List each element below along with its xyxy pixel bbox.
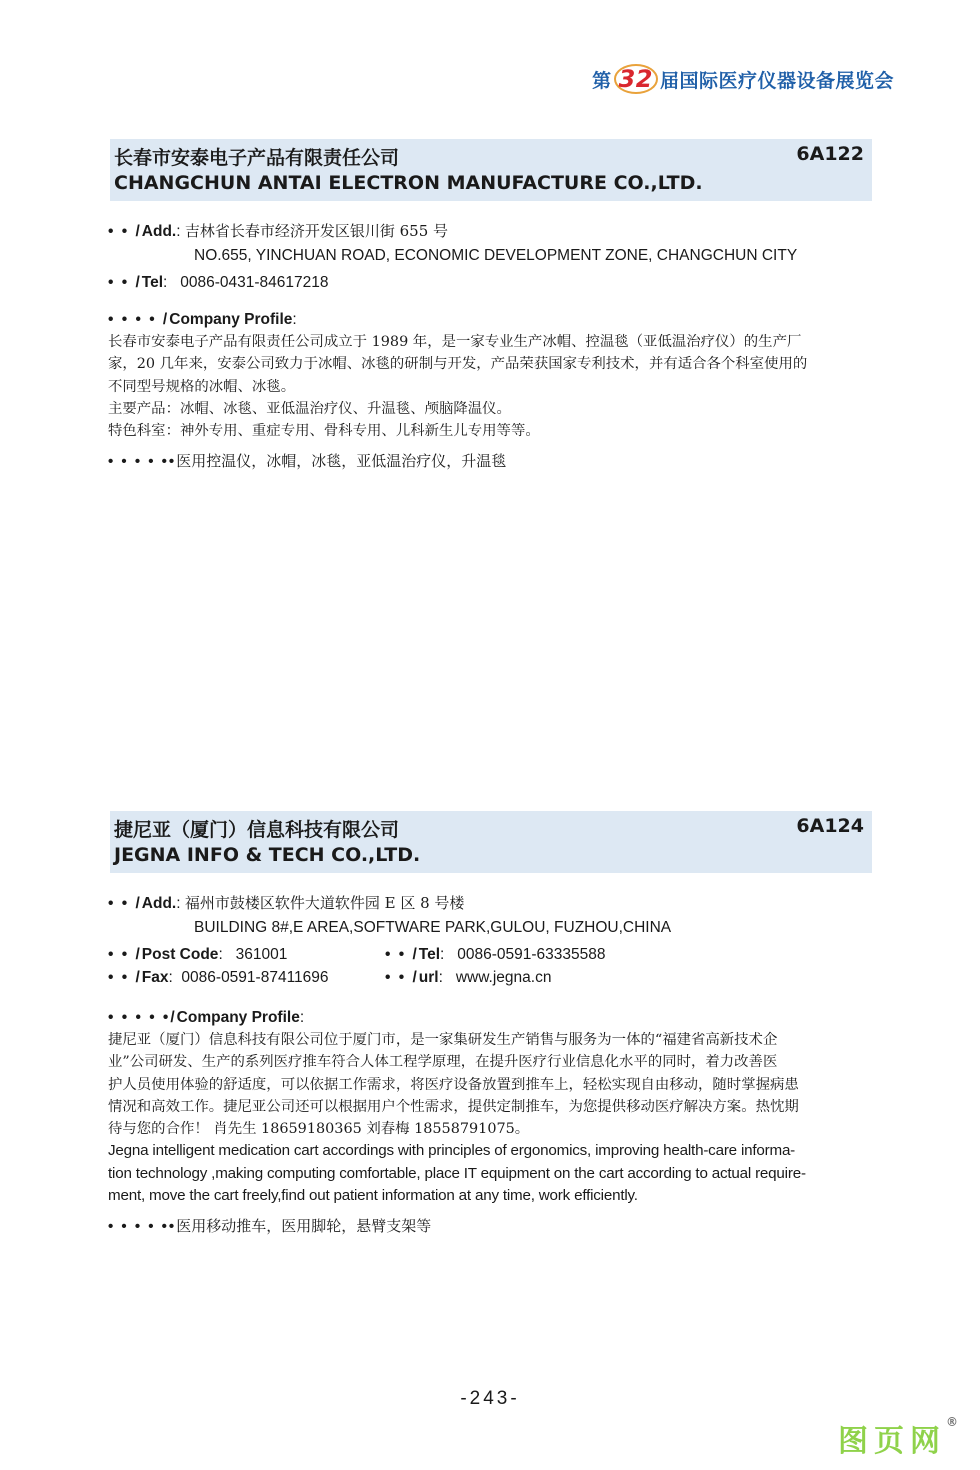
tel-row: • • /Tel: 0086-0431-84617218 [108, 274, 329, 291]
bullet-marks: • • / [108, 969, 142, 986]
page-number: -243- [460, 1388, 520, 1409]
profile-label-row: • • • • /Company Profile: [108, 311, 297, 328]
profile-line: 情况和高效工作。捷尼亚公司还可以根据用户个性需求，提供定制推车，为您提供移动医疗解决方案。热忱期 [108, 1098, 799, 1115]
profile-line: 业”公司研发、生产的系列医疗推车符合人体工程学原理，在提升医疗行业信息化水平的同时，着力改善医 [108, 1054, 778, 1071]
booth-number: 6A122 [796, 143, 864, 165]
bullet-marks: • • / [385, 946, 419, 963]
address-en: NO.655, YINCHUAN ROAD, ECONOMIC DEVELOPMENT ZONE, CHANGCHUN CITY [194, 247, 798, 264]
address-en: BUILDING 8#,E AREA,SOFTWARE PARK,GULOU, FUZHOU,CHINA [194, 919, 672, 936]
profile-en-line: Jegna intelligent medication cart accordings with principles of ergonomics, improving health-care informa- [108, 1142, 796, 1159]
fax-label: Fax [141, 969, 169, 986]
title-prefix: 第 [592, 70, 612, 92]
bullet-marks: • • / [108, 946, 142, 963]
site-watermark [838, 1416, 958, 1460]
products-list: 医用控温仪，冰帽，冰毯，亚低温治疗仪，升温毯 [176, 452, 507, 470]
bullet-marks: • • / [108, 895, 142, 912]
profile-line: 家，20 几年来，安泰公司致力于冰帽、冰毯的研制与开发，产品荣获国家专利技术，并有适合各个科室使用的 [108, 356, 808, 373]
booth-number: 6A124 [796, 815, 864, 837]
post-code-value: 361001 [235, 946, 288, 963]
title-suffix: 届国际医疗仪器设备展览会 [659, 70, 894, 92]
address-row: • • /Add.: 福州市鼓楼区软件大道软件园 E 区 8 号楼 [108, 894, 465, 912]
company-profile-text-en [108, 1140, 872, 1208]
company-name-en: CHANGCHUN ANTAI ELECTRON MANUFACTURE CO.,LTD. [114, 172, 703, 194]
profile-en-line: ment, move the cart freely,find out patient information at any time, work efficiently. [108, 1187, 638, 1204]
bullet-marks: • • • • / [108, 311, 170, 328]
bullet-marks: • • • • •• [108, 1218, 177, 1235]
fax-value: 0086-0591-87411696 [181, 969, 329, 986]
edition-number-badge: 32 [614, 64, 658, 94]
company-header-bar [110, 811, 872, 873]
tel-value: 0086-0591-63335588 [457, 946, 606, 963]
address-row: • • /Add.: 吉林省长春市经济开发区银川街 655 号 [108, 222, 449, 240]
company-name-en: JEGNA INFO & TECH CO.,LTD. [114, 844, 421, 866]
fax-row: • • /Fax: 0086-0591-87411696 [108, 969, 329, 986]
profile-label: Company Profile [169, 311, 293, 328]
profile-line: 主要产品：冰帽、冰毯、亚低温治疗仪、升温毯、颅脑降温仪。 [108, 400, 511, 417]
company-profile-text [108, 331, 872, 442]
url-row: • • /url: www.jegna.cn [385, 969, 552, 986]
tel-label: Tel [418, 946, 441, 963]
profile-line: 不同型号规格的冰帽、冰毯。 [108, 378, 296, 395]
company-name-cn: 捷尼亚（厦门）信息科技有限公司 [114, 819, 400, 841]
address-label: Add. [141, 223, 177, 240]
company-name-cn: 长春市安泰电子产品有限责任公司 [114, 147, 400, 169]
address-label: Add. [141, 895, 177, 912]
tel-label: Tel [141, 274, 164, 291]
bullet-marks: • • / [108, 223, 142, 240]
registered-mark: ® [946, 1415, 958, 1429]
post-code-label: Post Code [141, 946, 219, 963]
company-header-bar [110, 139, 872, 201]
profile-label-row: • • • • •/Company Profile: [108, 1009, 305, 1026]
products-row [108, 451, 506, 472]
watermark-text: 图页网 [838, 1424, 946, 1459]
profile-line: 特色科室：神外专用、重症专用、骨科专用、儿科新生儿专用等等。 [108, 423, 540, 440]
profile-line: 护人员使用体验的舒适度，可以依据工作需求，将医疗设备放置到推车上，轻松实现自由移动，随时掌握病患 [108, 1076, 799, 1093]
profile-line: 捷尼亚（厦门）信息科技有限公司位于厦门市，是一家集研发生产销售与服务为一体的“福建省高新技术企 [108, 1032, 778, 1048]
bullet-marks: • • • • •/ [108, 1009, 177, 1026]
bullet-marks: • • / [108, 274, 142, 291]
bullet-marks: • • • • •• [108, 453, 177, 470]
tel-row: • • /Tel: 0086-0591-63335588 [385, 946, 606, 963]
products-row [108, 1216, 431, 1237]
company-profile-text [108, 1029, 872, 1140]
profile-label: Company Profile [176, 1009, 300, 1026]
profile-line: 待与您的合作！ 肖先生 18659180365 刘春梅 18558791075。 [108, 1121, 530, 1138]
url-label: url [418, 969, 439, 986]
url-link[interactable]: www.jegna.cn [455, 969, 552, 986]
exhibition-title [592, 64, 894, 94]
profile-en-line: tion technology ,making computing comfortable, place IT equipment on the cart according to actual require- [108, 1164, 806, 1182]
bullet-marks: • • / [385, 969, 419, 986]
profile-line: 长春市安泰电子产品有限责任公司成立于 1989 年，是一家专业生产冰帽、控温毯（亚低温治疗仪）的生产厂 [108, 334, 802, 350]
address-cn: 福州市鼓楼区软件大道软件园 E 区 8 号楼 [184, 894, 465, 912]
address-cn: 吉林省长春市经济开发区银川街 655 号 [184, 222, 449, 240]
products-list: 医用移动推车，医用脚轮，悬臂支架等 [176, 1217, 432, 1235]
tel-value: 0086-0431-84617218 [180, 274, 329, 291]
post-code-row: • • /Post Code: 361001 [108, 946, 288, 963]
